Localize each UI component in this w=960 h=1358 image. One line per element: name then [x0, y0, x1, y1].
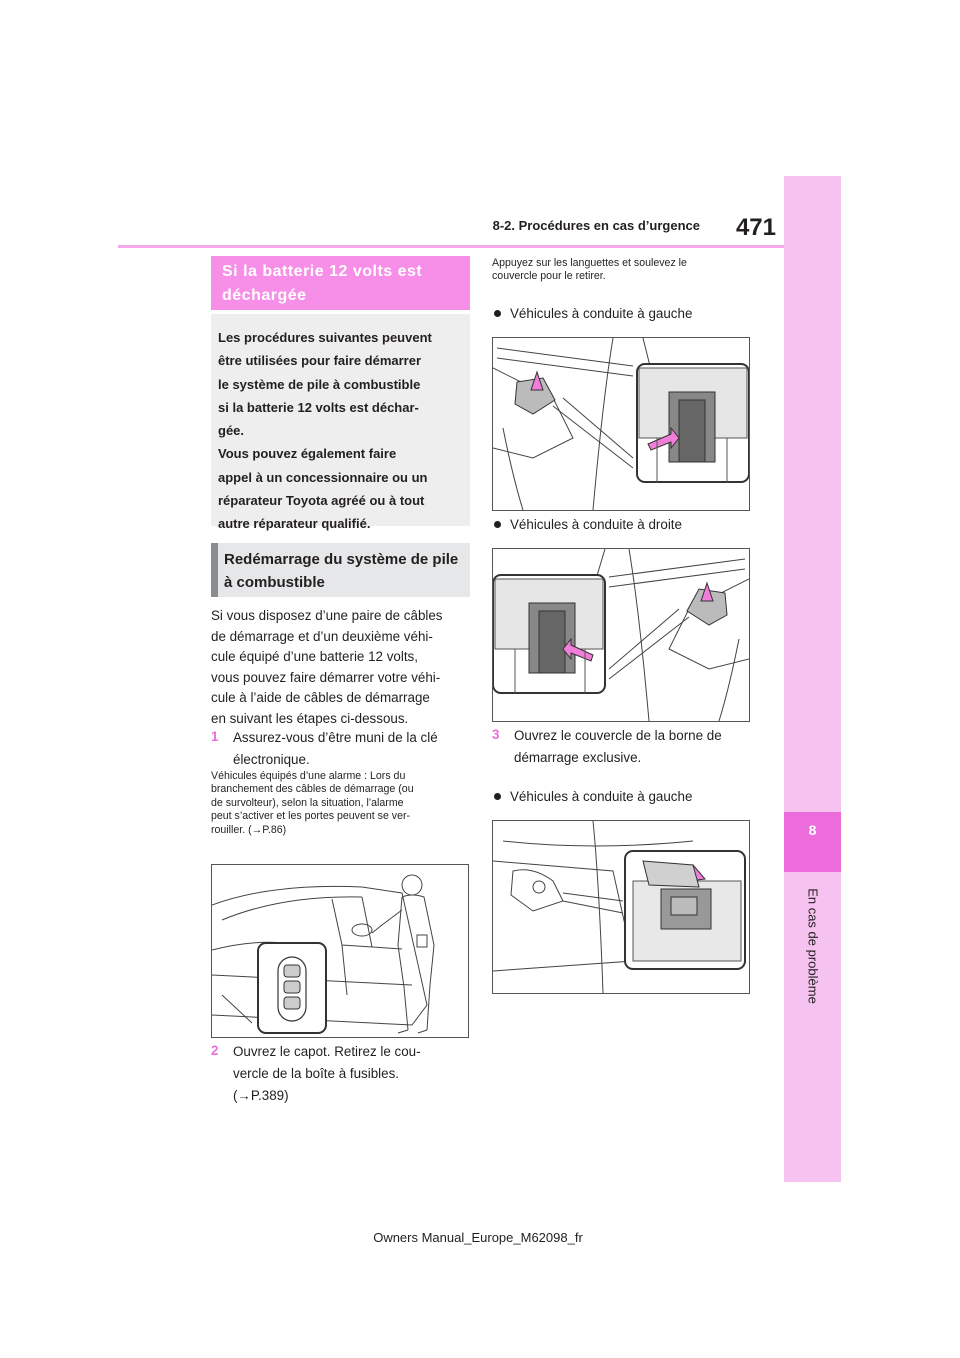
step-2-number: 2 [211, 1043, 219, 1058]
footer-text: Owners Manual_Europe_M62098_fr [373, 1230, 583, 1245]
bullet-lhd-1 [494, 306, 754, 321]
terminal-cover-illustration [492, 820, 750, 994]
step-2-text: Ouvrez le capot. Retirez le cou- vercle de la boîte à fusibles. (→P.389) [233, 1044, 421, 1103]
step-3-text: Ouvrez le couvercle de la borne de démarrage exclusive. [514, 728, 722, 765]
bullet-dot-icon [494, 793, 501, 800]
bullet-rhd-text: Véhicules à conduite à droite [510, 517, 682, 532]
intro-text: Les procédures suivantes peuvent être utilisées pour faire démarrer le système de pile à combustible si la batterie 12 volts est déchar- gée. Vous pouvez également faire appel à un concessionnaire ou un réparateur Toyota agréé ou à tout autre réparateur qualifié. [218, 330, 432, 532]
fusebox-rhd-illustration [492, 548, 750, 722]
bullet-lhd-2-text: Véhicules à conduite à gauche [510, 789, 693, 804]
chapter-tab-strip [784, 176, 841, 1182]
section-title: 8-2. Procédures en cas d’urgence [492, 218, 700, 233]
chapter-number: 8 [808, 822, 817, 838]
page-number: 471 [735, 214, 776, 241]
pink-heading: Si la batterie 12 volts est déchargée [222, 263, 423, 304]
body-paragraph: Si vous disposez d’une paire de câbles de démarrage et d’un deuxième véhi- cule équipé d’une batterie 12 volts, vous pouvez faire démarrer votre véhi- cule à l’aide de câbles de démarrage en suivant les étapes ci-dessous. [211, 608, 443, 726]
alarm-note: Véhicules équipés d’une alarme : Lors du branchement des câbles de démarrage (ou de survolteur), selon la situation, l’alarme peut s’activer et les portes peuvent se ver- rouiller. (→P.86) [211, 770, 414, 836]
grey-heading-bar [211, 543, 218, 597]
grey-heading: Redémarrage du système de pile à combustible [224, 551, 459, 591]
fusebox-lhd-illustration [492, 337, 750, 511]
step-1-number: 1 [211, 729, 219, 744]
header-rule [118, 245, 784, 248]
bullet-dot-icon [494, 310, 501, 317]
step-3-number: 3 [492, 727, 500, 742]
bullet-lhd-1-text: Véhicules à conduite à gauche [510, 306, 693, 321]
tabs-instruction: Appuyez sur les languettes et soulevez le couvercle pour le retirer. [492, 257, 687, 283]
step-1-text: Assurez-vous d’être muni de la clé électronique. [233, 730, 438, 767]
chapter-label: En cas de problème [805, 888, 821, 1004]
bullet-lhd-2 [494, 789, 754, 804]
bullet-rhd [494, 517, 754, 532]
bullet-dot-icon [494, 521, 501, 528]
chapter-tab-active[interactable] [784, 812, 841, 872]
key-illustration [211, 864, 469, 1038]
